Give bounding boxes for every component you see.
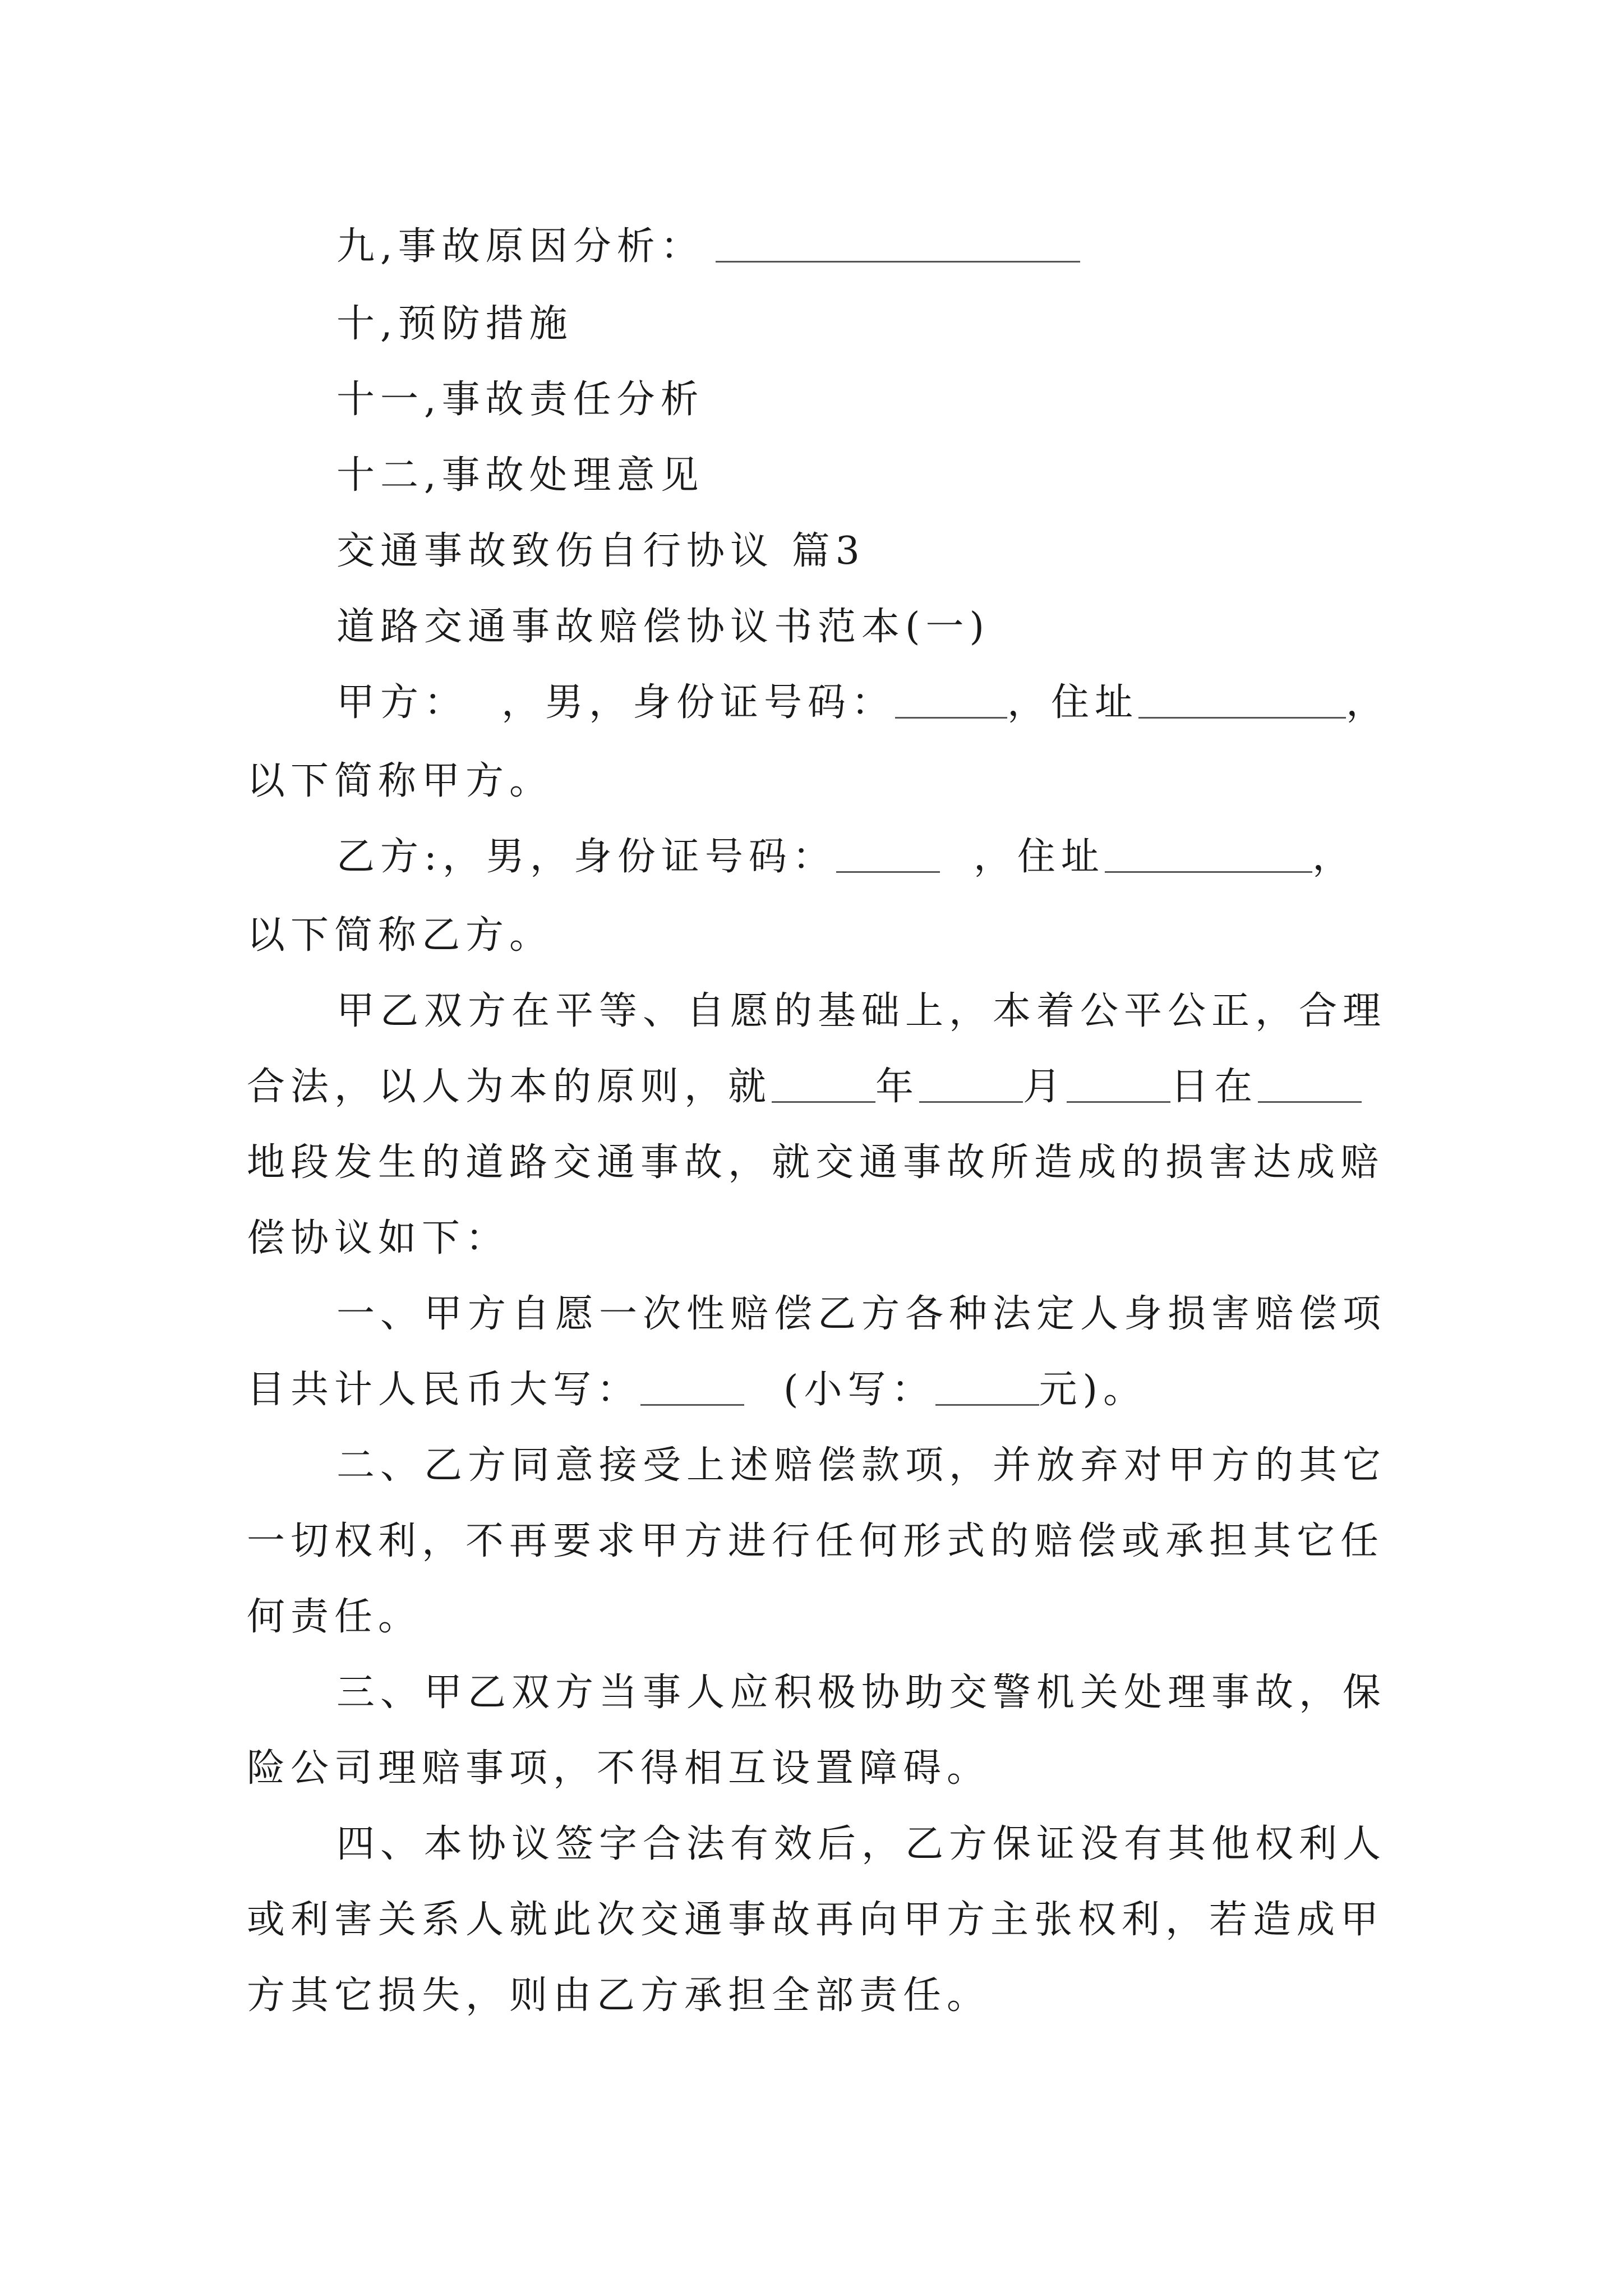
amount-figure-blank bbox=[935, 1370, 1039, 1406]
party-b-cont bbox=[247, 909, 553, 963]
item-nine bbox=[336, 220, 1080, 274]
location-blank bbox=[1258, 1068, 1362, 1103]
party-a-end: ， bbox=[1346, 680, 1390, 725]
clause-2-line-3 bbox=[247, 1590, 422, 1644]
item-nine-text: 九,事故原因分析： bbox=[336, 224, 704, 269]
clause-3-line-2 bbox=[247, 1742, 990, 1796]
item-twelve bbox=[336, 449, 704, 503]
intro-l2b: 年 bbox=[875, 1065, 920, 1109]
party-a-cont bbox=[247, 754, 553, 808]
intro-l2c: 月 bbox=[1023, 1065, 1067, 1109]
party-a-line bbox=[336, 676, 1390, 730]
clause-2-l3: 何责任。 bbox=[247, 1595, 422, 1639]
clause-4-l3: 方其它损失，则由乙方承担全部责任。 bbox=[247, 1973, 991, 2018]
clause-2-line-1 bbox=[336, 1439, 1386, 1493]
clause-1-l2a: 目共计人民币大写： bbox=[247, 1368, 641, 1412]
clause-3-line-1 bbox=[336, 1666, 1386, 1720]
party-b-line bbox=[336, 830, 1356, 884]
clause-4-l2: 或利害关系人就此次交通事故再向甲方主张权利，若造成甲 bbox=[247, 1898, 1385, 1942]
party-b-label: 乙方:，男，身份证号码： bbox=[336, 835, 836, 879]
agreement-title bbox=[336, 600, 990, 654]
party-b-cont-text: 以下简称乙方。 bbox=[247, 913, 554, 958]
intro-line-2 bbox=[247, 1060, 1362, 1114]
clause-3-l1: 三、甲乙双方当事人应积极协助交警机关处理事故，保 bbox=[336, 1671, 1387, 1715]
clause-4-line-1 bbox=[336, 1818, 1386, 1871]
clause-1-line-1 bbox=[336, 1287, 1386, 1341]
clause-2-l1: 二、乙方同意接受上述赔偿款项，并放弃对甲方的其它 bbox=[336, 1443, 1387, 1488]
party-b-address-blank bbox=[1105, 838, 1312, 873]
clause-1-l2b: (小写： bbox=[783, 1368, 935, 1412]
clause-4-l1: 四、本协议签字合法有效后，乙方保证没有其他权利人 bbox=[336, 1822, 1387, 1866]
intro-l2a: 合法，以人为本的原则，就 bbox=[247, 1065, 772, 1109]
item-ten bbox=[336, 297, 573, 351]
clause-2-l2: 一切权利，不再要求甲方进行任何形式的赔偿或承担其它任 bbox=[247, 1519, 1385, 1563]
party-b-id-blank bbox=[836, 838, 940, 873]
clause-1-l1: 一、甲方自愿一次性赔偿乙方各种法定人身损害赔偿项 bbox=[336, 1292, 1387, 1336]
clause-4-line-2 bbox=[247, 1893, 1384, 1947]
month-blank bbox=[919, 1068, 1023, 1103]
section-heading bbox=[336, 524, 865, 578]
item-eleven bbox=[336, 373, 704, 427]
amount-words-blank bbox=[640, 1370, 744, 1406]
agreement-title-text: 道路交通事故赔偿协议书范本(一) bbox=[336, 605, 990, 649]
party-a-label: 甲方： bbox=[336, 680, 468, 725]
intro-line-1 bbox=[336, 984, 1386, 1038]
party-a-address: ，住址 bbox=[1007, 680, 1139, 725]
party-a-id-blank bbox=[895, 683, 1007, 719]
blank-cause-analysis bbox=[716, 227, 1080, 263]
intro-line-3 bbox=[247, 1136, 1384, 1190]
party-b-end: ， bbox=[1312, 835, 1356, 879]
year-blank bbox=[772, 1068, 875, 1103]
party-a-gender: ，男，身份证号码： bbox=[501, 680, 896, 725]
section-heading-text: 交通事故致伤自行协议 篇3 bbox=[336, 529, 865, 573]
intro-l2d: 日在 bbox=[1170, 1065, 1258, 1109]
item-eleven-text: 十一,事故责任分析 bbox=[336, 378, 704, 422]
party-a-cont-text: 以下简称甲方。 bbox=[247, 759, 554, 803]
item-twelve-text: 十二,事故处理意见 bbox=[336, 453, 704, 498]
clause-1-line-2 bbox=[247, 1363, 1147, 1417]
clause-2-line-2 bbox=[247, 1515, 1384, 1568]
clause-4-line-3 bbox=[247, 1969, 990, 2023]
intro-line-4 bbox=[247, 1212, 509, 1266]
item-ten-text: 十,预防措施 bbox=[336, 302, 573, 346]
intro-line-4-text: 偿协议如下： bbox=[247, 1216, 510, 1260]
clause-3-l2: 险公司理赔事项，不得相互设置障碍。 bbox=[247, 1746, 991, 1791]
clause-1-l2c: 元)。 bbox=[1039, 1368, 1147, 1412]
intro-line-3-text: 地段发生的道路交通事故，就交通事故所造成的损害达成赔 bbox=[247, 1140, 1385, 1185]
day-blank bbox=[1067, 1068, 1170, 1103]
party-a-address-blank bbox=[1138, 683, 1346, 719]
intro-line-1-text: 甲乙双方在平等、自愿的基础上，本着公平公正，合理 bbox=[336, 989, 1387, 1033]
party-b-address: ，住址 bbox=[973, 835, 1105, 879]
